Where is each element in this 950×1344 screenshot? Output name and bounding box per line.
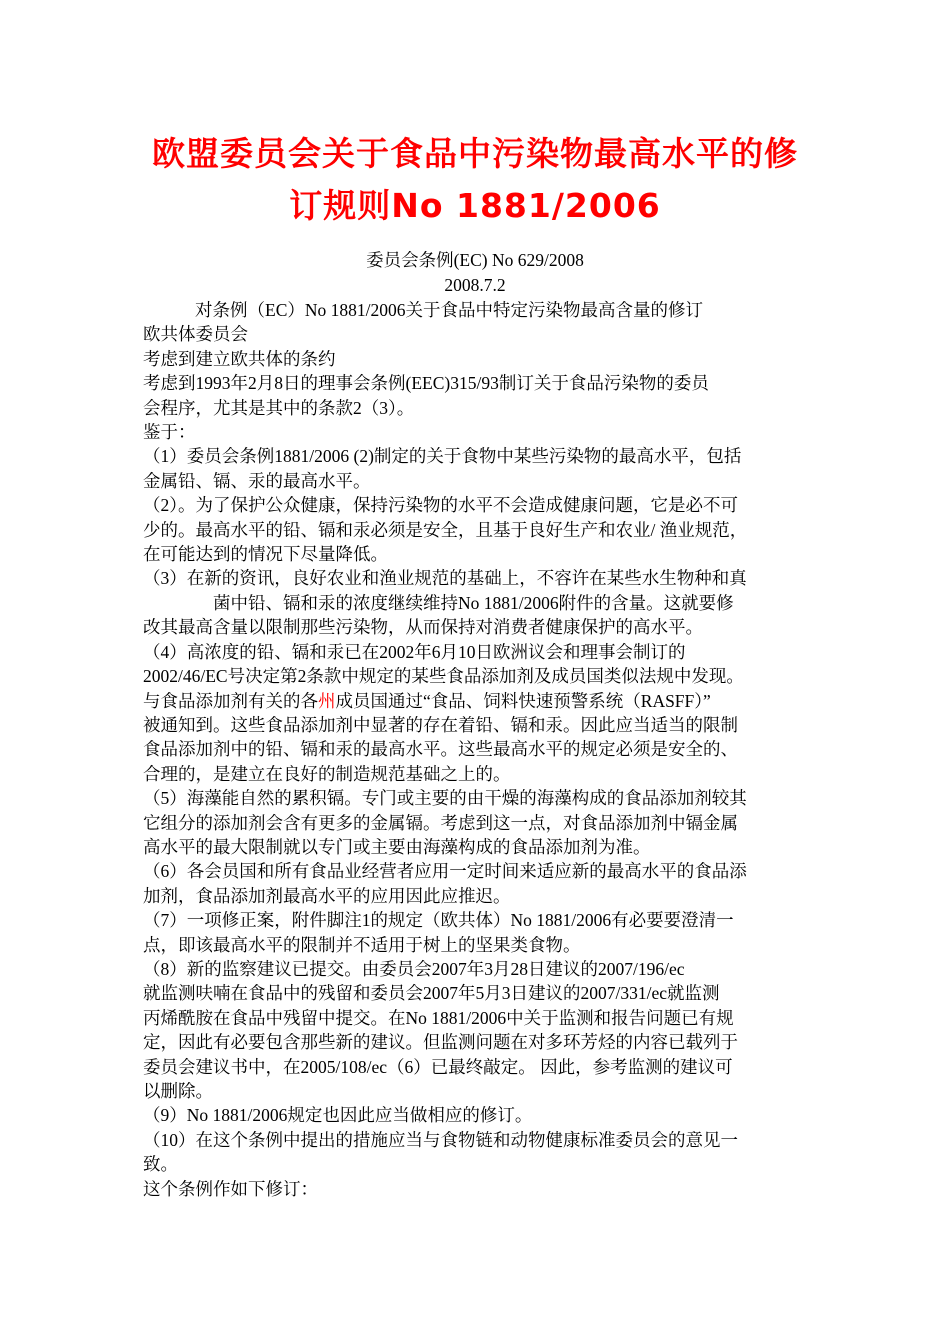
paragraph-8-line: 定，因此有必要包含那些新的建议。但监测问题在对多环芳烃的内容已载列于	[143, 1032, 738, 1053]
paragraph-4-line: 合理的，是建立在良好的制造规范基础之上的。	[143, 763, 511, 784]
paragraph-1-line: （1）委员会条例1881/2006 (2)制定的关于食物中某些污染物的最高水平，包括	[143, 446, 742, 467]
paragraph-2-line: 在可能达到的情况下尽量降低。	[143, 544, 388, 565]
paragraph-8-line: 委员会建议书中，在2005/108/ec（6）已最终敲定。 因此，参考监测的建议可	[143, 1056, 733, 1077]
paragraph-8-line: 就监测呋喃在食品中的残留和委员会2007年5月3日建议的2007/331/ec就监测	[143, 983, 720, 1004]
paragraph-5-line: 高水平的最大限制就以专门或主要由海藻构成的食品添加剂为准。	[143, 836, 651, 857]
text-line: 会程序，尤其是其中的条款2（3）。	[143, 397, 415, 418]
document-title	[100, 128, 850, 232]
subject-line: 对条例（EC）No 1881/2006关于食品中特定污染物最高含量的修订	[195, 300, 703, 320]
regulation-number: 委员会条例(EC) No 629/2008	[366, 250, 584, 270]
paragraph-2-line: 少的。最高水平的铅、镉和汞必须是安全，且基于良好生产和农业/ 渔业规范，	[143, 519, 748, 540]
paragraph-3-line: 改其最高含量以限制那些污染物，从而保持对消费者健康保护的高水平。	[143, 617, 703, 638]
title-line-2: 订规则No 1881/2006	[289, 186, 661, 225]
paragraph-4-line: 食品添加剂中的铅、镉和汞的最高水平。这些最高水平的规定必须是安全的、	[143, 739, 738, 760]
paragraph-10-line: 致。	[143, 1154, 178, 1175]
paragraph-7-line: 点，即该最高水平的限制并不适用于树上的坚果类食物。	[143, 934, 581, 955]
text-line: 鉴于：	[143, 422, 196, 443]
paragraph-6-line: （6）各会员国和所有食品业经营者应用一定时间来适应新的最高水平的食品添	[143, 861, 747, 882]
paragraph-10-line: （10）在这个条例中提出的措施应当与食物链和动物健康标准委员会的意见一	[143, 1129, 738, 1150]
title-line-1: 欧盟委员会关于食品中污染物最高水平的修	[152, 134, 798, 173]
paragraph-9-line: （9）No 1881/2006规定也因此应当做相应的修订。	[143, 1105, 533, 1126]
paragraph-1-line: 金属铅、镉、汞的最高水平。	[143, 470, 371, 491]
text-segment: 与食品添加剂有关的各	[143, 690, 318, 711]
text-segment: 成员国通过“食品、饲料快速预警系统（RASFF）”	[335, 690, 711, 711]
paragraph-3-line: 菌中铅、镉和汞的浓度继续维持No 1881/2006附件的含量。这就要修	[213, 592, 734, 613]
text-line: 考虑到建立欧共体的条约	[143, 348, 336, 369]
paragraph-8-line: 丙烯酰胺在食品中残留中提交。在No 1881/2006中关于监测和报告问题已有规	[143, 1007, 734, 1028]
paragraph-4-line: 被通知到。这些食品添加剂中显著的存在着铅、镉和汞。因此应当适当的限制	[143, 714, 738, 735]
text-line: 欧共体委员会	[143, 324, 248, 345]
paragraph-4-line	[143, 689, 813, 713]
paragraph-3-line: （3）在新的资讯，良好农业和渔业规范的基础上，不容许在某些水生物种和真	[143, 568, 747, 589]
paragraph-8-line: （8）新的监察建议已提交。由委员会2007年3月28日建议的2007/196/ec	[143, 958, 685, 979]
closing-line: 这个条例作如下修订：	[143, 1178, 318, 1199]
document-body	[143, 298, 813, 1201]
paragraph-7-line: （7）一项修正案，附件脚注1的规定（欧共体）No 1881/2006有必要要澄清一	[143, 910, 734, 931]
text-line: 考虑到1993年2月8日的理事会条例(EEC)315/93制订关于食品污染物的委员	[143, 373, 709, 394]
paragraph-8-line: 以删除。	[143, 1081, 213, 1101]
paragraph-2-line: （2）。为了保护公众健康，保持污染物的水平不会造成健康问题，它是必不可	[143, 495, 738, 516]
paragraph-4-line: （4）高浓度的铅、镉和汞已在2002年6月10日欧洲议会和理事会制订的	[143, 641, 686, 662]
paragraph-5-line: 它组分的添加剂会含有更多的金属镉。考虑到这一点，对食品添加剂中镉金属	[143, 812, 738, 833]
paragraph-4-line: 2002/46/EC号决定第2条款中规定的某些食品添加剂及成员国类似法规中发现。	[143, 666, 744, 687]
highlighted-text: 州	[318, 690, 336, 711]
regulation-date: 2008.7.2	[444, 275, 506, 295]
paragraph-5-line: （5）海藻能自然的累积镉。专门或主要的由干燥的海藻构成的食品添加剂较其	[143, 788, 747, 809]
paragraph-6-line: 加剂，食品添加剂最高水平的应用因此应推迟。	[143, 885, 511, 906]
